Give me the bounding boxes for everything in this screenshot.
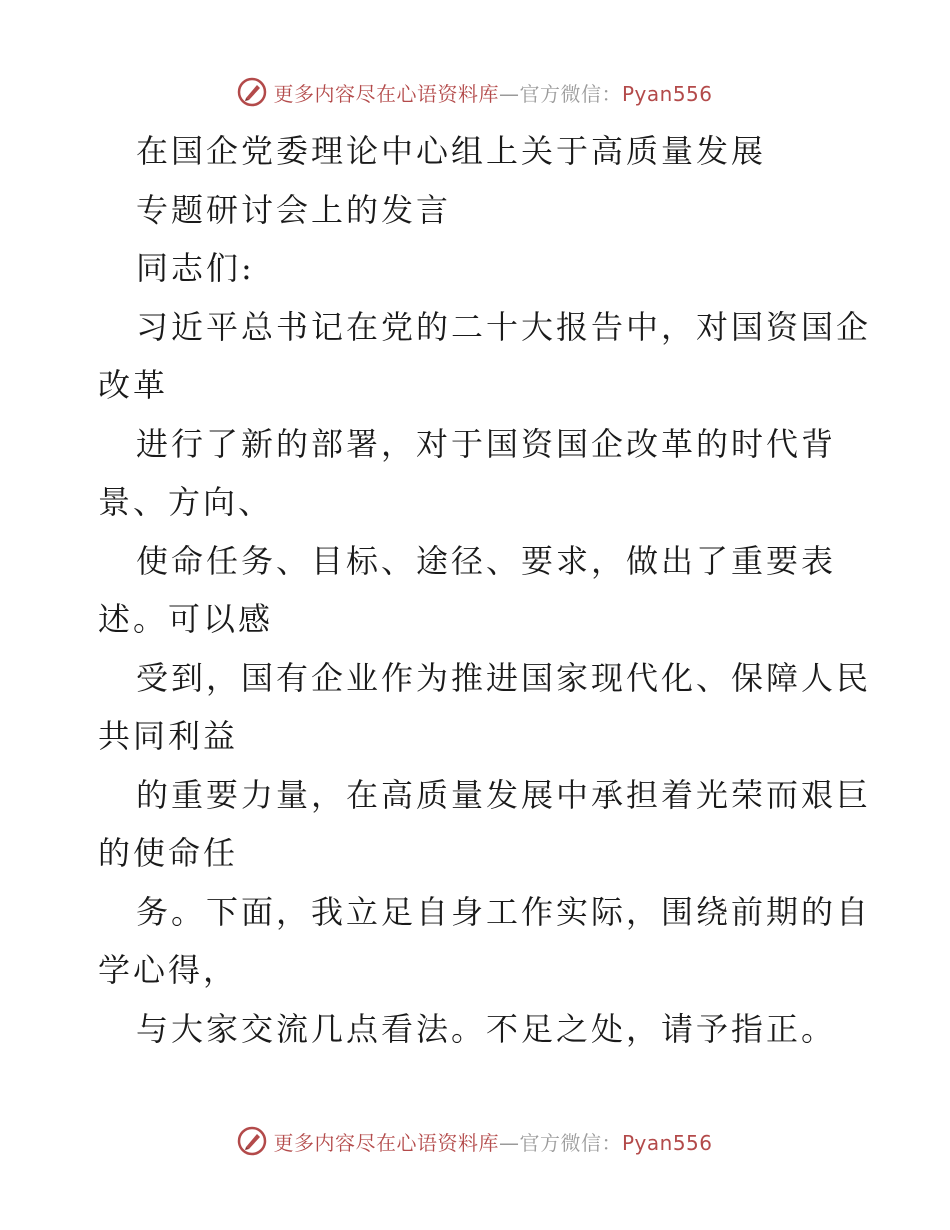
text-line: 务。下面，我立足自身工作实际，围绕前期的自 xyxy=(136,892,872,931)
watermark-separator: — xyxy=(498,81,520,106)
text-line: 学心得， xyxy=(98,951,239,989)
pen-logo-icon xyxy=(237,1126,267,1156)
document-body xyxy=(98,122,872,1058)
watermark-main: 更多内容尽在心语资料库 xyxy=(273,81,499,106)
text-line: 述。可以感 xyxy=(98,600,274,638)
watermark-wechat-label: 官方微信： xyxy=(519,1130,622,1155)
text-line: 共同利益 xyxy=(98,717,239,755)
text-line: 与大家交流几点看法。不足之处，请予指正。 xyxy=(136,1009,837,1048)
text-line: 的使命任 xyxy=(98,834,239,872)
text-line: 受到，国有企业作为推进国家现代化、保障人民 xyxy=(136,658,872,697)
text-line: 习近平总书记在党的二十大报告中，对国资国企 xyxy=(136,307,872,346)
watermark-wechat-id: Pyan556 xyxy=(621,1130,713,1155)
watermark-separator: — xyxy=(498,1130,520,1155)
text-line: 在国企党委理论中心组上关于高质量发展 xyxy=(136,132,767,170)
text-line: 专题研讨会上的发言 xyxy=(136,190,452,229)
text-line: 使命任务、目标、途径、要求，做出了重要表 xyxy=(136,541,837,580)
text-line: 景、方向、 xyxy=(98,483,274,521)
text-line: 同志们: xyxy=(136,249,255,287)
watermark-main: 更多内容尽在心语资料库 xyxy=(273,1130,499,1155)
watermark-text xyxy=(273,1127,712,1156)
text-line: 的重要力量，在高质量发展中承担着光荣而艰巨 xyxy=(136,775,872,814)
watermark-text xyxy=(273,78,712,107)
watermark-wechat-label: 官方微信： xyxy=(519,81,622,106)
watermark-wechat-id: Pyan556 xyxy=(621,81,713,106)
pen-logo-icon xyxy=(237,77,267,107)
footer-watermark xyxy=(0,1121,950,1161)
text-line: 进行了新的部署，对于国资国企改革的时代背 xyxy=(136,424,837,463)
header-watermark xyxy=(0,72,950,112)
text-line: 改革 xyxy=(98,366,169,404)
